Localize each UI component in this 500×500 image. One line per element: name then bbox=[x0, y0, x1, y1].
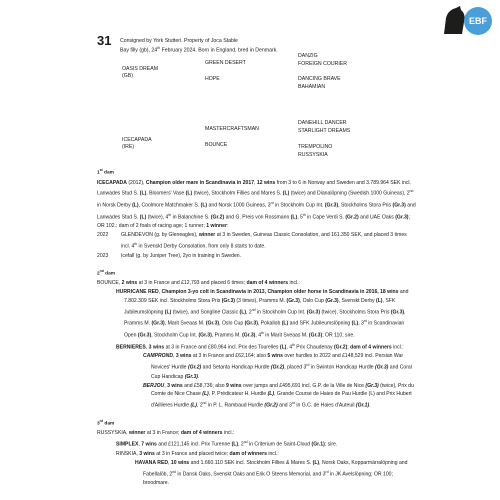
rinskia-entry: RINSKIA, 3 wins at 3 in France and placed twice; dam of winners incl.: bbox=[116, 450, 279, 457]
catalogue-body bbox=[97, 166, 417, 488]
produce-2023: 2023 Icefall (g. by Juniper Tree), 2yo in training in Sweden. bbox=[97, 252, 242, 259]
consignor-line: Consigned by York Stutteri. Property of Joca Stable bbox=[120, 38, 238, 44]
pedigree-dds: TREMPOLINO bbox=[298, 144, 333, 150]
produce-2022: 2022 GLENDEVON (g. by Gleneagles), winner at 3 in Sweden, Guineas Classic Consolation, and 161.350 SEK, and placed 3 times incl. 4th in Svenskt Derby Consolation, from only 8 starts to date. bbox=[97, 232, 407, 250]
havana-red-entry: HAVANA RED, 10 wins and 1.660.110 SEK incl. Stockholm Fillies & Mares S. (L), Norsk Oaks, Kopparmärralöpning and Fabellalöb, 2nd in Dansk Oaks, Svenskt Oaks and Erik O Steens Memorial, and 3rd in JK Avelslöpning; OR 100; broodmare. bbox=[135, 459, 408, 487]
pedigree-ds: MASTERCRAFTSMAN bbox=[205, 126, 259, 132]
pedigree-ss: GREEN DESERT bbox=[205, 60, 246, 66]
second-dam-paragraph: BOUNCE, 2 wins at 3 in France and £12,793 and placed 6 times; dam of 4 winners incl.: bbox=[97, 280, 301, 286]
ebf-logo bbox=[440, 4, 496, 38]
pedigree-dss: DANEHILL DANCER bbox=[298, 120, 347, 126]
pedigree-sire: OASIS DREAM bbox=[122, 66, 159, 72]
lot-number: 31 bbox=[97, 33, 112, 48]
pedigree-sdd: BAHAMIAN bbox=[298, 84, 326, 90]
bernieres-entry: BERNIERES, 3 wins at 3 in France and £80,964 incl. Prix des Tourelles (L), 4th Prix Chaudenay (Gr.2); dam of 4 winners incl.: bbox=[116, 342, 404, 351]
pedigree-sire-country: (GB) bbox=[122, 73, 133, 79]
pedigree-dd: BOUNCE bbox=[205, 142, 228, 148]
pedigree-dam: ICECAPADA bbox=[122, 137, 152, 143]
camprond-entry: CAMPROND, 3 wins at 3 in France and £62,164; also 5 wins over hurdles to 2022 and £148,529 incl. Persian War Novices' Hurdle (Gr.2) and Setanta Handicap Hurdle (Gr.2), placed 3rd in Swinton Handicap Hurdle (Gr.3) and Coral Cup Handicap (Gr.3). bbox=[143, 353, 412, 380]
berjou-entry: BERJOU, 3 wins and £58,736; also 9 wins over jumps and £495,691 incl. G.P. de la Ville de Nice (Gr.3) (twice), Prix du Comte de Nice Chase (L), P. Prédicateur H. Hurdle (L), Grande Course de Haies de Pau Hurdle (L) and Prix Hubert d'Aillieres Hurdle (L), 2nd in P. L. Rambaud Hurdle (Gr.2) and 3rd in G.C. de Haies d'Auteuil (Gr.1). bbox=[143, 382, 414, 409]
simplex-entry: SIMPLEX, 7 wins and £121,145 incl. Prix Turenne (L), 2nd in Criterium de Saint-Cloud (Gr.1); sire. bbox=[116, 440, 338, 448]
section-heading-2nd-dam: 2nd dam bbox=[97, 268, 116, 277]
pedigree-dam-country: (IRE) bbox=[122, 144, 135, 150]
pedigree-dsd: STARLIGHT DREAMS bbox=[298, 128, 351, 134]
first-dam-paragraph: ICECAPADA (2012), Champion older mare in Scandinavia in 2017, 12 wins from 3 to 6 in Norway and Sweden and 3.789.964 SEK incl. Lanwades Stud S. (L), Bloomers' Vase (L) (twice), Stockholm Fillies and Mares S. (L) (twice) and Dianalöpning (Swedish 1000 Guineas), 2nd in Norsk Derby (L), Coolmore Matchmaker S. (L) and Norsk 1000 Guineas, 3rd in Stockholm Cup Int. (Gr.3), Stockholms Stora Pris (Gr.3) and Lanwades Stud S. (L) (twice), 4th in Balanchine S. (Gr.2) and G. Preis von Rossmann (L), 5th in Cape Verdi S. (Gr.2) and UAE Oaks (Gr.3); OR 102.; dam of 2 foals of racing age; 1 runner; 1 winner: bbox=[97, 179, 416, 230]
pedigree-sss: DANZIG bbox=[298, 53, 318, 59]
section-heading-3rd-dam: 3rd dam bbox=[97, 418, 115, 427]
pedigree-sds: DANCING BRAVE bbox=[298, 76, 341, 82]
svg-text:EBF: EBF bbox=[469, 16, 487, 26]
pedigree-ssd: FOREIGN COURIER bbox=[298, 61, 347, 67]
section-heading-1st-dam: 1st dam bbox=[97, 168, 114, 176]
lot-description: Bay filly (gb), 24th February 2024. Born in England, bred in Denmark. bbox=[120, 46, 278, 54]
pedigree-sd: HOPE bbox=[205, 76, 220, 82]
third-dam-paragraph: RUSSYSKIA, winner at 3 in France; dam of 4 winners incl.: bbox=[97, 430, 235, 437]
hurricane-red-entry: HURRICANE RED, Champion 3-yo colt in Scandinavia in 2013, Champion older horse in Scandinavia in 2016, 18 wins and 7.802.309 SEK incl. Stockholms Stora Pris (Gr.3) (3 times), Pramms M. (Gr.3), Oslo Cup (Gr.3), Svenskt Derby (L), SFK Jubileumslöpning (L) (twice), and Songline Classic (L), 2nd in Stockholm Cup Int. (Gr.3) (twice), Stockholms Stora Pris (Gr.3), Pramms M. (Gr.3), Marit Sveaas M. (Gr.3), Oslo Cup (Gr.3), Pokallob (L) and SFK Jubileumslöpning (L), 3rd in Scandinavian Open (Gr.3), Stockholm Cup Int. (Gr.3), Pramms M. (Gr.3), 4th in Marit Sveaas M. (Gr.3); OR 110; sire. bbox=[116, 288, 409, 339]
pedigree-ddd: RUSSYSKIA bbox=[298, 152, 328, 158]
